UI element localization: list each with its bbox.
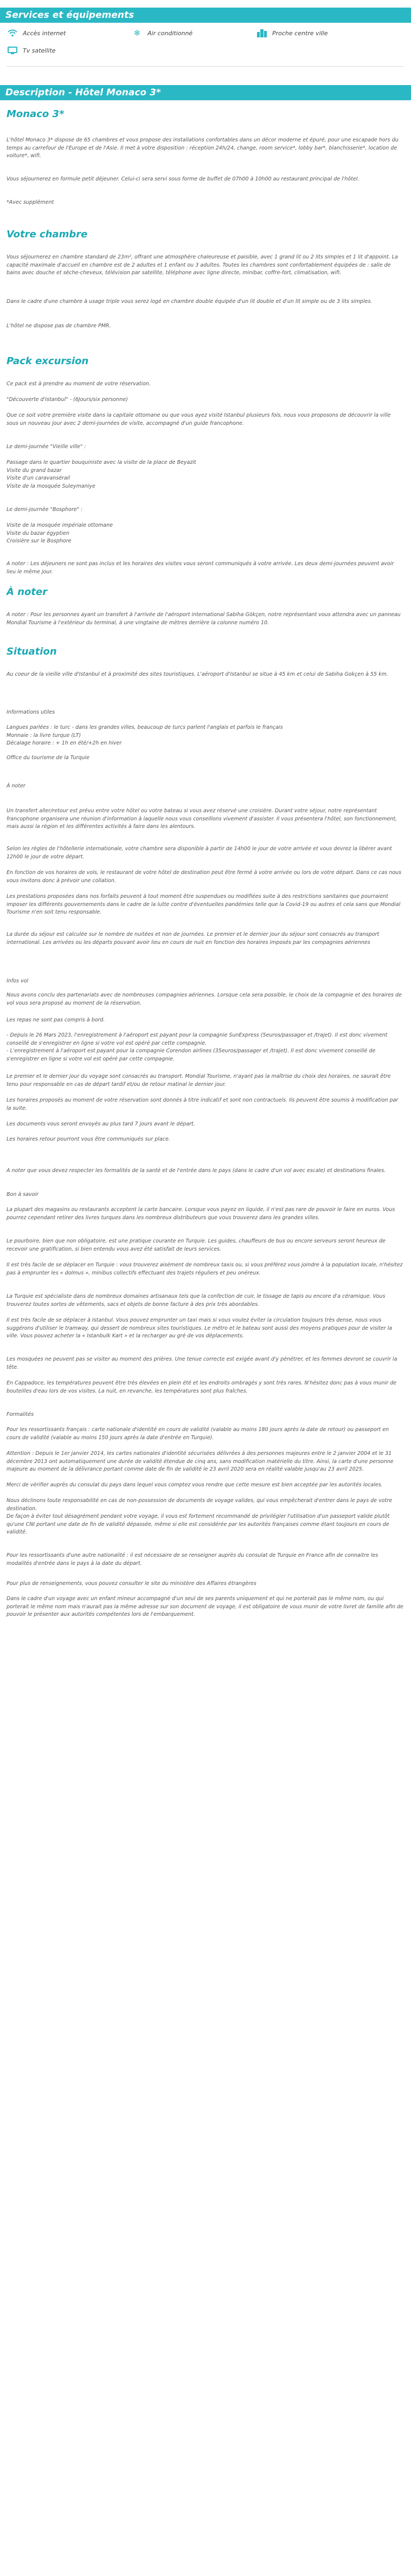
formalites-head: Formalités <box>7 1412 34 1418</box>
info-line: Décalage horaire : + 1h en été/+2h en hiver <box>7 740 122 746</box>
anoter2-p4: Les prestations proposées dans nos forfaits peuvent à tout moment être suspendues ou modifiées suite à des restrictions sanitaires que pourraient imposer les différents gouvernements dans le cadre de la lutte contre d'éventuelles pandémies telle que la Covid-19 ou autres et cela sans que Mondial Tourisme n'en soit tenu responsable. <box>7 894 401 915</box>
services-row-2 <box>0 39 411 56</box>
list-item: Passage dans le quartier bouquiniste avec la visite de la place de Beyazit <box>7 459 196 465</box>
pratique-p3: Le pourboire, bien que non obligatoire, est une pratique courante en Turquie. Les guides, chauffeurs de bus ou encore serveurs seront heureux de recevoir une gratification, si bien entendu vous avez été satisfait de leurs services. <box>7 1238 386 1252</box>
vol-p5: Les horaires proposés au moment de votre réservation sont donnés à titre indicatif et sont non contractuels. Ils peuvent être soumis à modification par la suite. <box>7 1097 399 1111</box>
chambre-p2: Dans le cadre d'une chambre à usage triple vous serez logé en chambre double équipée d'un lit double et d'un lit simple ou de 3 lits simples. <box>7 299 373 305</box>
vol-p6: Les documents vous seront envoyés au plus tard 7 jours avant le départ. <box>7 1121 195 1127</box>
pratique-p5: La Turquie est spécialiste dans de nombreux domaines artisanaux tels que la confection de cuir, le tissage de tapis ou encore d'a céramique. Vous trouverez toutes sortes de vêtements, sacs et objets de bonne facture à des prix très abordables. <box>7 1293 386 1308</box>
list-item: Visite du grand bazar <box>7 467 62 474</box>
pack-title: Pack excursion <box>7 355 89 367</box>
chambre-section <box>7 229 403 240</box>
pratique-head: Bon à savoir <box>7 1192 38 1198</box>
formalites-p7[interactable]: Pour plus de renseignements, vous pouvez consulter le site du ministère des Affaires étrangères <box>7 1581 256 1587</box>
situation-title: Situation <box>7 646 57 657</box>
formalites-p3: Merci de vérifier auprès du consulat du pays dans lequel vous comptez vous rendre que cette mesure est bien acceptée par les autorités locales. <box>7 1482 383 1488</box>
anoter2-p3: En fonction de vos horaires de vols, le restaurant de votre hôtel de destination peut être fermé à votre arrivée ou lors de votre départ. Dans ce cas nous vous invitons donc à prévoir une collation. <box>7 870 402 884</box>
pratique-p2: La plupart des magasins ou restaurants acceptent la carte bancaire. Lorsque vous payez en liquide, il n'est pas rare de pouvoir le faire en euros. Vous pourrez cependant retirer des livres turques dans les nombreux distributeurs que vous trouverez dans les grandes villes. <box>7 1207 395 1221</box>
pack-p3: Que ce soit votre première visite dans la capitale ottomane ou que vous ayez visité Istanbul plusieurs fois, nous vous proposons de découvrir la ville sous un nouveau jour avec 2 demi-journées de visite, accompagné d'un guide francophone. <box>7 412 391 426</box>
vol-p3: - Depuis le 26 Mars 2023, l'enregistrement à l'aéroport est payant pour la compagnie SunExpress (5euros/passager et /trajet). Il est donc vivement conseillé de s'enregistrer en ligne si votre vol est opéré par cette compagnie. <box>7 1032 388 1046</box>
pack-list-2 <box>7 522 403 546</box>
service-tv <box>7 44 131 56</box>
list-item: Visite d'un caravansérail <box>7 475 70 481</box>
formalites-p8: Dans le cadre d'un voyage avec un enfant mineur accompagné d'un seul de ses parents uniquement et qui ne porterait pas le même nom, ou qui porterait le même nom mais n'aurait pas la même adresse sur son document de voyage, il est obligatoire de vous munir de votre livret de famille afin de pouvoir le présenter aux autorités compétentes lors de l'embarquement. <box>7 1596 403 1617</box>
chambre-p3: L'hôtel ne dispose pas de chambre PMR. <box>7 323 111 329</box>
situation-section <box>7 646 403 657</box>
monaco-note: *Avec supplément <box>7 199 54 205</box>
list-item: Visite du bazar égyptien <box>7 530 69 536</box>
info-office[interactable]: Office du tourisme de la Turquie <box>7 755 89 761</box>
pack-list-1 <box>7 459 403 490</box>
list-item: Visite de la mosquée impériale ottomane <box>7 522 113 528</box>
vol-p1: Nous avons conclu des partenariats avec de nombreuses compagnies aériennes. Lorsque cela sera possible, le choix de la compagnie et des horaires de vol vous sera proposé au moment de la réservation. <box>7 992 402 1006</box>
anoter2-title: À noter <box>7 783 25 789</box>
pratique-p7: Les mosquées ne peuvent pas se visiter au moment des prières. Une tenue correcte est exigée avant d'y pénétrer, et les femmes devront se couvrir la tête. <box>7 1356 397 1370</box>
service-label: Tv satellite <box>23 47 56 54</box>
noter-title: À noter <box>7 586 48 598</box>
vol-title: Infos vol <box>7 978 29 984</box>
city-icon <box>256 27 268 39</box>
pack-p4: Le demi-journée "Vieille ville" : <box>7 444 86 450</box>
vol-p3b: - L'enregistrement à l'aéroport est payant pour la compagnie Corendon airlines (35euros/passager et /trajet). Il est donc vivement conseillé de s'enregistrer en ligne si votre vol est opéré par cette compagnie. <box>7 1048 376 1062</box>
info-line: Langues parlées : le turc - dans les grandes villes, beaucoup de turcs parlent l'anglais et parfois le français <box>7 724 283 730</box>
service-label: Air conditionné <box>147 29 193 37</box>
noter-p1: A noter : Pour les personnes ayant un transfert à l'arrivée de l'aéroport international Sabiha Gökçen, notre représentant vous attendra avec un panneau Mondial Tourisme à l'extérieur du terminal, à une vingtaine de mètres derrière la colonne numéro 10. <box>7 612 401 626</box>
chambre-p1: Vous séjournerez en chambre standard de 23m², offrant une atmosphère chaleureuse et paisible, avec 1 grand lit ou 2 lits simples et 1 lit d'appoint. La capacité maximale d'accueil en chambre est de 2 adultes et 1 enfant ou 3 adultes. Toutes les chambres sont confortablement équipées de : salle de bains avec douche et sèche-cheveux, télévision par satellite, téléphone avec ligne directe, minibar, coffre-fort, climatisation, wifi. <box>7 254 398 276</box>
service-city <box>256 27 381 39</box>
monaco-title: Monaco 3* <box>7 108 65 120</box>
services-title: Services et équipements <box>5 10 134 21</box>
pack-section <box>7 355 403 367</box>
formalites-p6: Pour les ressortissants d'une autre nationalité : il est nécessaire de se renseigner auprès du consulat de Turquie en France afin de connaitre les modalités d'entrée dans le pays à la date du départ. <box>7 1552 378 1567</box>
monaco-p1: L'hôtel Monaco 3* dispose de 65 chambres et vous propose des installations confortables dans un décor moderne et épuré, pour une escapade hors du temps au carrefour de l'Europe et de l'Asie. Il met à votre disposition : réception 24h/24, change, room service*, lobby bar*, blanchisserie*, location de voiture*, wifi. <box>7 137 399 159</box>
pack-p6: A noter : Les déjeuners ne sont pas inclus et les horaires des visites vous seront communiqués à votre arrivée. Les deux demi-journées peuvent avoir lieu le même jour. <box>7 561 394 575</box>
pack-p1: Ce pack est à prendre au moment de votre réservation. <box>7 381 151 387</box>
vol-p2: Les repas ne sont pas compris à bord. <box>7 1017 105 1023</box>
list-item: Visite de la mosquée Suleymaniye <box>7 483 95 489</box>
list-item: Croisière sur le Bosphore <box>7 538 72 544</box>
vol-p4: Le premier et le dernier jour du voyage sont consacrés au transport. Mondial Tourisme, n'ayant pas la maîtrise du choix des horaires, ne saurait être tenu pour responsable en cas de départ tardif et/ou de retour matinal le dernier jour. <box>7 1073 391 1088</box>
pack-p2: "Découverte d'Istanbul" - (6Jours/six personne) <box>7 397 128 403</box>
description-title: Description - Hôtel Monaco 3* <box>5 87 161 98</box>
formalites-p2: Attention : Depuis le 1er janvier 2014, les cartes nationales d'identité sécurisées délivrées à des personnes majeures entre le 2 janvier 2004 et le 31 décembre 2013 ont automatiquement une durée de validité étendue de cinq ans, sans modification matérielle du titre. Ainsi, la carte d'une personne majeure au moment de la délivrance portant comme date de fin de validité le 23 avril 2020 sera en réalité valable jusqu'au 23 avril 2025. <box>7 1451 394 1472</box>
monaco-section <box>7 108 403 120</box>
situation-p1: Au coeur de la vieille ville d'Istanbul et à proximité des sites touristiques. L'aéroport d'Istanbul se situe à 45 km et celui de Sabiha Gokçen à 55 km. <box>7 671 388 677</box>
service-aircon <box>131 27 256 39</box>
service-internet <box>7 27 131 39</box>
services-banner <box>0 8 411 23</box>
service-label: Proche centre ville <box>272 29 328 37</box>
anoter2-p2: Selon les règles de l'hôtellerie internationale, votre chambre sera disponible à partir de 14h00 le jour de votre arrivée et vous devrez la libérer avant 12h00 le jour de votre départ. <box>7 846 392 860</box>
pack-p5: Le demi-journée "Bosphore" : <box>7 507 83 513</box>
monaco-p2: Vous séjournerez en formule petit déjeuner. Celui-ci sera servi sous forme de buffet de 07h00 à 10h00 au restaurant principal de l'hôtel. <box>7 176 359 182</box>
noter-section <box>7 586 403 598</box>
formalites-p1: Pour les ressortissants français : carte nationale d'identité en cours de validité (valable au moins 180 jours après la date de retour) ou passeport en cours de validité (valable au moins 150 jours après la date d'entrée en Turquie). <box>7 1427 389 1441</box>
info-title: Informations utiles <box>7 709 55 715</box>
wifi-icon <box>7 27 18 39</box>
anoter2-p5: La durée du séjour est calculée sur le nombre de nuitées et non de journées. Le premier et le dernier jour du séjour sont consacrés au transport international. Les arrivées ou les départs pouvant avoir lieu en cours de nuit en fonction des horaires imposés par les compagnies aériennes <box>7 931 380 946</box>
anoter2-p1: Un transfert aller/retour est prévu entre votre hôtel ou votre bateau si vous avez réservé une croisière. Durant votre séjour, notre représentant francophone organisera une réunion d'information à laquelle nous vous conseillons vivement d'assister. Il vous présentera l'hôtel, son fonctionnement, mais aussi la région et les différentes activités à faire dans les alentours. <box>7 808 397 830</box>
info-lines <box>7 724 403 748</box>
info-line: Monnaie : la livre turque (LT) <box>7 732 81 739</box>
formalites-p5: De façon à éviter tout désagrément pendant votre voyage, il vous est fortement recommandé de privilégier l'utilisation d'un passeport valide plutôt qu'une CNI portant une date de fin de validité dépassée, même si elle est considérée par les autorités françaises comme étant toujours en cours de validité. <box>7 1513 390 1535</box>
snowflake-icon: ❄ <box>133 28 141 38</box>
pratique-p4: Il est très facile de se déplacer en Turquie : vous trouverez aisément de nombreux taxis ou, si vous préférez vous joindre à la population locale, n'hésitez pas à emprunter les « dolmus », minibus collectifs effectuant des trajets réguliers et peu onéreux. <box>7 1262 403 1276</box>
pratique-p6: Il est très facile de se déplacer à Istanbul. Vous pouvez emprunter un taxi mais si vous voulez éviter la circulation toujours très dense, nous vous suggérons d'utiliser le tramway, qui dessert de nombreux sites touristiques. Le métro et le bateau sont aussi des moyens pratiques pour de visiter la ville. Vous pouvez acheter la « Istanbulk Kart » et la recharger au gré de vos déplacements. <box>7 1317 393 1339</box>
pratique-p8: En Cappadoce, les températures peuvent être très élevées en plein été et les endroits ombragés y sont très rares. N'hésitez donc pas à vous munir de bouteilles d'eau lors de vos visites. La nuit, en revanche, les températures sont plus fraîches. <box>7 1380 397 1394</box>
service-label: Accès internet <box>23 29 66 37</box>
vol-p7: Les horaires retour pourront vous être communiqués sur place. <box>7 1136 170 1142</box>
tv-icon <box>7 44 18 56</box>
chambre-title: Votre chambre <box>7 229 88 240</box>
description-banner <box>0 85 411 100</box>
formalites-p4: Nous déclinons toute responsabilité en cas de non-possession de documents de voyage valides, qui vous empêcherait d'entrer dans le pays de votre destination. <box>7 1498 393 1512</box>
services-row-1 <box>0 23 411 39</box>
divider <box>7 66 404 67</box>
pratique-p1: A noter que vous devez respecter les formalités de la santé et de l'entrée dans le pays (dans le cadre d'un vol avec escale) et destinations finales. <box>7 1168 386 1174</box>
